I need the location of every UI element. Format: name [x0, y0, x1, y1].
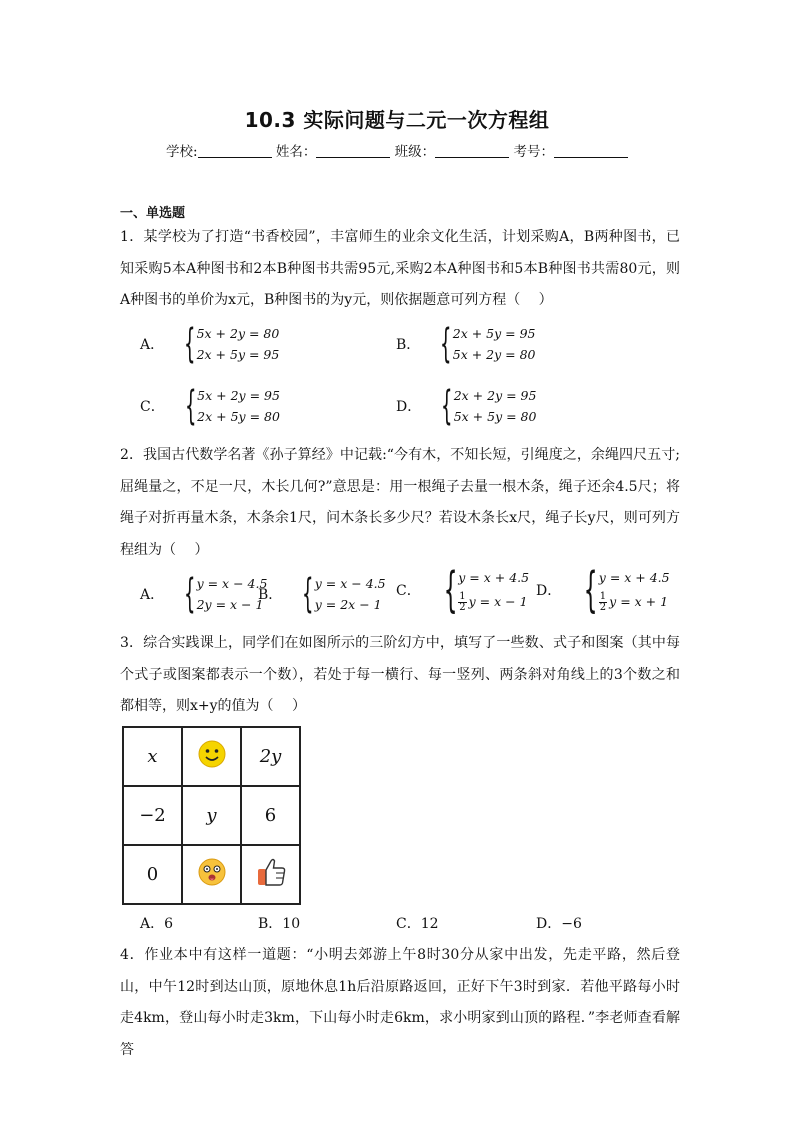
smiley-icon [182, 727, 241, 786]
option-value: 12 [420, 916, 439, 932]
equation: 2x + 2y = 95 [453, 388, 537, 403]
equation: y = 2x − 1 [314, 597, 382, 612]
equation: y = x − 4.5 [196, 576, 268, 591]
q2-option-c[interactable] [396, 562, 530, 618]
q3-option-a[interactable] [140, 913, 173, 933]
question-1-text: 1．某学校为了打造“书香校园”，丰富师生的业余文化生活，计划采购A，B两种图书，已知采购5本A种图书和2本B种图书共需95元,采购2本A种图书和5本B种图书共需80元，则A种图书的单价为x元，B种图书的为y元，则依据题意可列方程（ ） [120, 229, 680, 308]
q1-option-a[interactable] [140, 323, 279, 365]
grid-cell: x [123, 727, 182, 786]
school-label: 学校: [166, 144, 198, 160]
brace-icon: { [302, 571, 314, 617]
option-value: 10 [282, 916, 301, 932]
q2-option-b[interactable] [258, 573, 386, 615]
exam-no-blank[interactable] [554, 145, 628, 158]
page-title: 10.3 实际问题与二元一次方程组 [244, 108, 550, 132]
fraction-numerator: 1 [599, 591, 607, 602]
option-letter: C． [396, 916, 421, 932]
brace-icon: { [184, 571, 196, 617]
equation: 5x + 2y = 80 [452, 347, 536, 362]
q2-option-d[interactable] [536, 562, 670, 618]
equation: y = x + 1 [609, 594, 669, 609]
brace-icon: { [584, 562, 598, 618]
equation: 2x + 5y = 95 [196, 347, 280, 362]
q1-option-b[interactable] [396, 323, 536, 365]
dizzy-face-icon [182, 845, 241, 904]
question-4-text: 4．作业本中有这样一道题：“小明去郊游上午8时30分从家中出发，先走平路，然后登山，中午12时到达山顶，原地休息1h后沿原路返回，正好下午3时到家．若他平路每小时走4km，登山每小时走3km，下山每小时走6km，求小明家到山顶的路程．”李老师查看解答 [120, 947, 680, 1058]
equation: 2x + 5y = 95 [452, 326, 536, 341]
equation: y = x + 4.5 [458, 570, 530, 585]
brace-icon: { [443, 562, 458, 618]
option-letter: B． [258, 916, 283, 932]
brace-icon: { [441, 383, 453, 429]
grid-cell: 6 [241, 786, 300, 845]
question-2-text: 2．我国古代数学名著《孙子算经》中记载:“今有木，不知长短，引绳度之，余绳四尺五寸;屈绳量之，不足一尺，木长几何?”意思是：用一根绳子去量一根木条，绳子还余4.5尺；将绳子对折再量木条，木条余1尺，问木条长多少尺？若设木条长x尺，绳子长y尺，则可列方程组为（ ） [120, 447, 680, 558]
thumbs-up-icon [241, 845, 300, 904]
q1-option-d[interactable] [396, 385, 536, 427]
magic-square-grid [122, 726, 301, 905]
fraction-denominator: 2 [599, 602, 607, 613]
equation: y = x + 4.5 [598, 570, 670, 585]
student-info-line [0, 140, 794, 160]
question-1 [120, 222, 680, 317]
fraction-denominator: 2 [459, 602, 466, 613]
grid-cell: 0 [123, 845, 182, 904]
brace-icon: { [184, 321, 196, 367]
grid-cell: −2 [123, 786, 182, 845]
option-letter: B． [258, 587, 283, 603]
class-blank[interactable] [435, 145, 509, 158]
option-letter: C． [140, 399, 165, 415]
exam-no-label: 考号： [513, 144, 554, 160]
brace-icon: { [440, 321, 452, 367]
name-blank[interactable] [316, 145, 390, 158]
fraction [599, 592, 607, 613]
school-blank[interactable] [198, 145, 272, 158]
brace-icon: { [184, 383, 197, 429]
question-2 [120, 440, 680, 566]
class-label: 班级： [394, 144, 436, 160]
question-3-text: 3．综合实践课上，同学们在如图所示的三阶幻方中，填写了一些数、式子和图案（其中每个式子或图案都表示一个数），若处于每一横行、每一竖列、两条斜对角线上的3个数之和都相等，则x+y的值为（ ） [120, 635, 680, 714]
name-label: 姓名： [275, 144, 317, 160]
q3-option-b[interactable] [258, 913, 300, 933]
option-letter: A． [140, 916, 165, 932]
equation: 2x + 5y = 80 [197, 409, 280, 424]
option-value: 6 [164, 916, 174, 932]
section-title: 一、单选题 [120, 206, 186, 221]
fraction [458, 592, 466, 613]
option-letter: D． [536, 916, 562, 932]
q3-option-c[interactable] [396, 913, 439, 933]
option-letter: A． [140, 337, 165, 353]
q3-option-d[interactable] [536, 913, 582, 933]
equation: y = x − 1 [468, 594, 528, 609]
option-letter: C． [396, 583, 421, 599]
option-letter: D． [536, 583, 562, 599]
equation: 5x + 2y = 80 [196, 326, 280, 341]
grid-cell: y [182, 786, 241, 845]
q2-option-a[interactable] [140, 573, 267, 615]
equation: 5x + 2y = 95 [197, 388, 280, 403]
option-letter: A． [140, 587, 165, 603]
equation: y = x − 4.5 [314, 576, 386, 591]
option-value: −6 [561, 916, 582, 932]
equation: 5x + 5y = 80 [453, 409, 537, 424]
question-3 [120, 628, 680, 723]
q1-option-c[interactable] [140, 385, 280, 427]
fraction-numerator: 1 [459, 591, 466, 602]
question-4 [120, 940, 680, 1066]
equation: 2y = x − 1 [196, 597, 264, 612]
grid-cell: 2y [241, 727, 300, 786]
option-letter: B． [396, 337, 421, 353]
option-letter: D． [396, 399, 422, 415]
